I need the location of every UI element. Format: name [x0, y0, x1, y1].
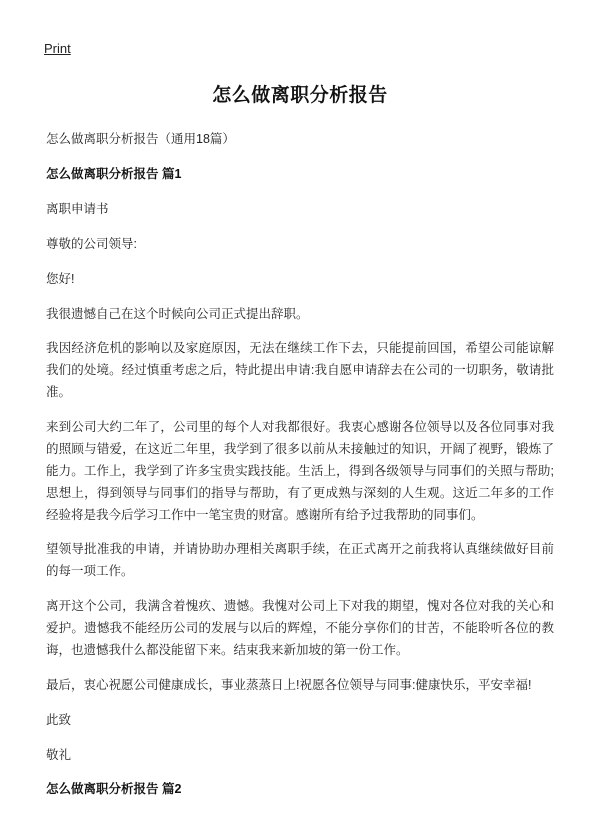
- paragraph: 最后，衷心祝愿公司健康成长，事业蒸蒸日上!祝愿各位领导与同事:健康快乐，平安幸福!: [46, 677, 532, 692]
- paragraph: 离职申请书: [46, 201, 109, 216]
- paragraph: 我很遗憾自己在这个时候向公司正式提出辞职。: [46, 306, 309, 321]
- paragraph: 我因经济危机的影响以及家庭原因，无法在继续工作下去，只能提前回国，希望公司能谅解我们的处境。经过慎重考虑之后，特此提出申请:我自愿申请辞去在公司的一切职务，敬请批准。: [46, 341, 554, 400]
- paragraph: 您好!: [46, 271, 75, 286]
- page-title: 怎么做离职分析报告: [212, 85, 388, 107]
- paragraph: 怎么做离职分析报告（通用18篇）: [46, 132, 235, 147]
- section-heading: 怎么做离职分析报告 篇2: [46, 782, 182, 797]
- paragraph: 尊敬的公司领导:: [46, 236, 137, 251]
- section-heading: 怎么做离职分析报告 篇1: [46, 167, 182, 182]
- paragraph: 来到公司大约二年了，公司里的每个人对我都很好。我衷心感谢各位领导以及各位同事对我的照顾与错爱，在这近二年里，我学到了很多以前从未接触过的知识，开阔了视野，锻炼了能力。工作上，我学到了许多宝贵实践技能。生活上，得到各级领导与同事们的关照与帮助;思想上，得到领导与同事们的指导与帮助，有了更成熟与深刻的人生观。这近二年多的工作经验将是我今后学习工作中一笔宝贵的财富。感谢所有给予过我帮助的同事们。: [46, 420, 554, 522]
- document-body: [44, 129, 556, 801]
- paragraph: 此致: [46, 712, 72, 727]
- paragraph: 望领导批准我的申请，并请协助办理相关离职手续，在正式离开之前我将认真继续做好目前的每一项工作。: [46, 542, 554, 579]
- print-link[interactable]: Print: [44, 41, 71, 56]
- paragraph: 敬礼: [46, 747, 72, 762]
- paragraph: 离开这个公司，我满含着愧疚、遗憾。我愧对公司上下对我的期望，愧对各位对我的关心和爱护。遗憾我不能经历公司的发展与以后的辉煌，不能分享你们的甘苦，不能聆听各位的教诲，也遗憾我什么都没能留下来。结束我来新加坡的第一份工作。: [46, 599, 554, 657]
